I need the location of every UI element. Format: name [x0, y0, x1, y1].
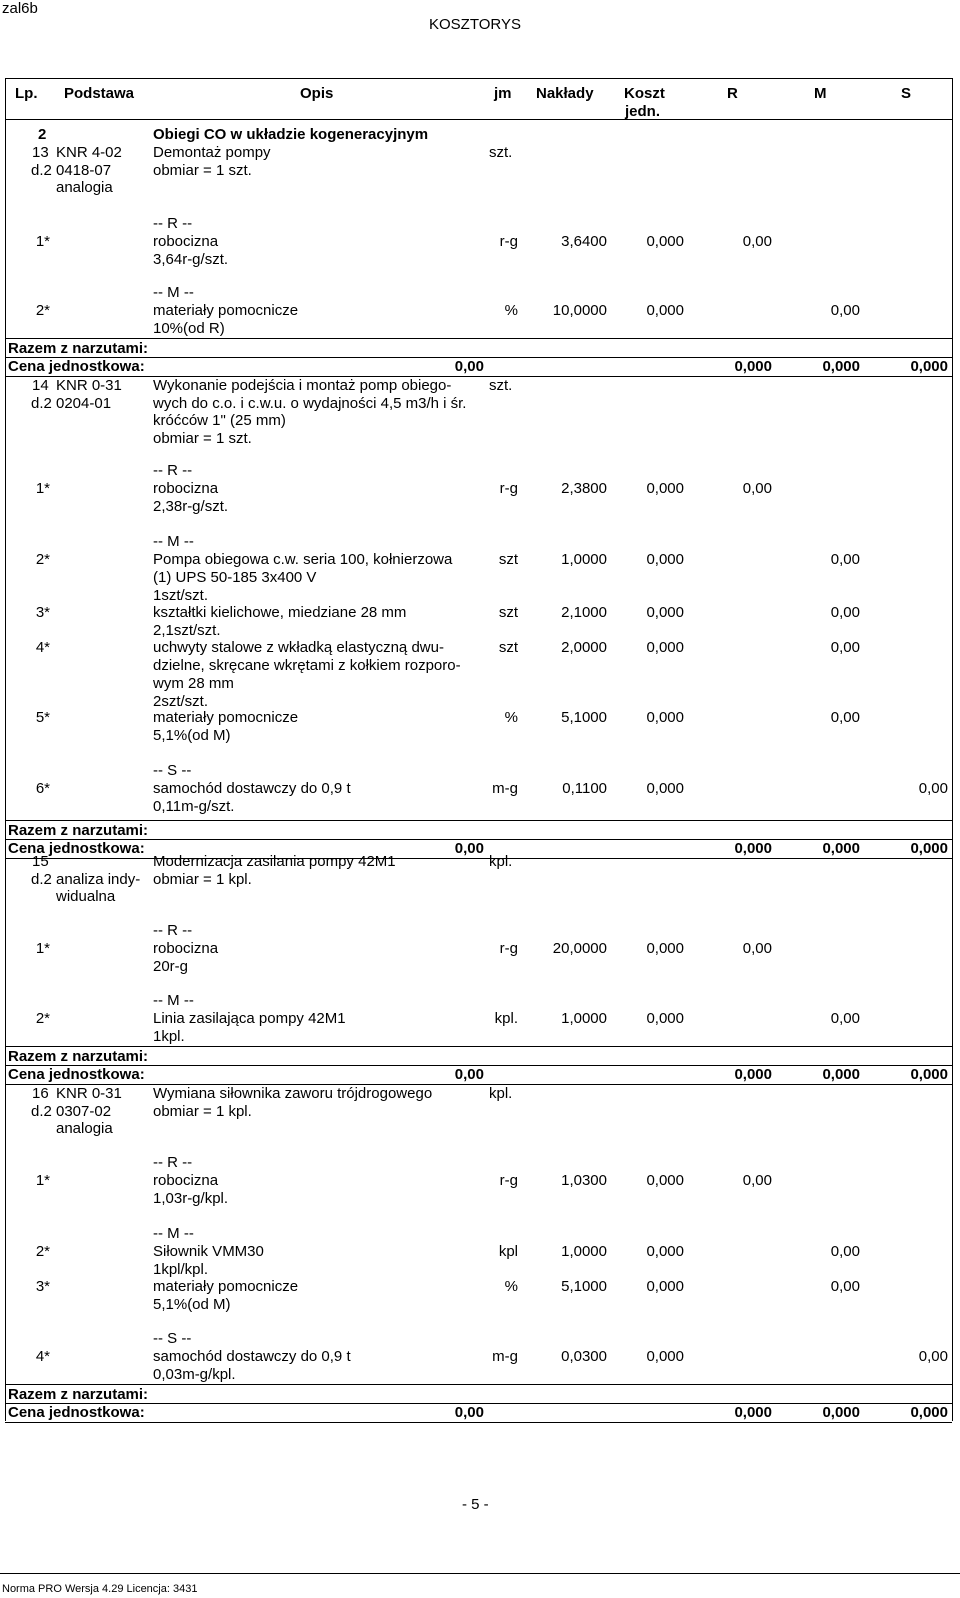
item-description: Demontaż pompy: [153, 144, 271, 161]
razem-top-rule: [5, 1384, 952, 1385]
resource-quantity: 10,0000: [552, 302, 607, 319]
resource-quantity: 0,0300: [561, 1348, 607, 1365]
resource-line: -- R --: [153, 1154, 193, 1171]
resource-line: 10%(od R): [153, 320, 225, 337]
item-description: Wykonanie podejścia i montaż pomp obiego-: [153, 377, 452, 394]
razem-top-rule: [5, 820, 952, 821]
cena-label: Cena jednostkowa:: [8, 840, 145, 857]
resource-r-value: 0,00: [742, 233, 772, 250]
resource-unit: r-g: [499, 233, 518, 250]
razem-top-rule: [5, 338, 952, 339]
resource-m-value: 0,00: [830, 709, 860, 726]
resource-line: -- S --: [153, 1330, 192, 1347]
resource-line: 0,03m-g/kpl.: [153, 1366, 236, 1383]
resource-line: samochód dostawczy do 0,9 t: [153, 780, 351, 797]
resource-line: -- M --: [153, 1225, 194, 1242]
item-description: obmiar = 1 kpl.: [153, 870, 252, 888]
resource-quantity: 2,3800: [561, 480, 607, 497]
header-bottom-border: [5, 119, 952, 120]
resource-quantity: 0,1100: [562, 780, 607, 797]
resource-line: 5,1%(od M): [153, 727, 231, 744]
section-number: 2: [38, 126, 47, 143]
resource-lp: 1*: [35, 233, 50, 250]
total-unit-price: 0,00: [454, 1404, 484, 1421]
total-r: 0,000: [734, 358, 772, 375]
resource-unit: m-g: [492, 780, 518, 797]
resource-s-value: 0,00: [918, 1348, 948, 1365]
resource-line: wym 28 mm: [153, 675, 234, 692]
resource-quantity: 5,1000: [561, 1278, 607, 1295]
resource-lp: 2*: [35, 302, 50, 319]
resource-line: 20r-g: [153, 958, 189, 975]
item-number: 13: [32, 144, 49, 161]
total-m: 0,000: [822, 840, 860, 857]
total-s: 0,000: [910, 1066, 948, 1083]
resource-line: -- M --: [153, 992, 194, 1009]
col-header-naklady: Nakłady: [536, 85, 594, 102]
item-chapter: d.2: [31, 161, 52, 179]
resource-unit: r-g: [499, 1172, 518, 1189]
resource-line: -- M --: [153, 284, 194, 301]
resource-line: 1kpl/kpl.: [153, 1261, 209, 1278]
resource-lp: 5*: [35, 709, 50, 726]
resource-line: materiały pomocnicze: [153, 709, 299, 726]
resource-lp: 3*: [35, 1278, 50, 1295]
col-header-koszt-jedn: jedn.: [625, 103, 661, 120]
item-description: obmiar = 1 szt.: [153, 161, 252, 179]
resource-lp: 2*: [35, 551, 50, 568]
resource-unit: kpl.: [494, 1010, 518, 1027]
total-m: 0,000: [822, 358, 860, 375]
resource-quantity: 20,0000: [552, 940, 607, 957]
resource-unit: m-g: [492, 1348, 518, 1365]
resource-lp: 3*: [35, 604, 50, 621]
resource-line: uchwyty stalowe z wkładką elastyczną dwu-: [153, 639, 444, 656]
resource-line: robocizna: [153, 940, 219, 957]
resource-quantity: 5,1000: [561, 709, 607, 726]
resource-line: materiały pomocnicze: [153, 302, 299, 319]
total-r: 0,000: [734, 840, 772, 857]
resource-line: 1szt/szt.: [153, 587, 209, 604]
item-basis: widualna: [56, 888, 116, 906]
cena-label: Cena jednostkowa:: [8, 1066, 145, 1083]
item-unit: kpl.: [489, 853, 513, 870]
resource-unit: szt: [498, 604, 518, 621]
col-header-s: S: [901, 85, 912, 102]
total-s: 0,000: [910, 358, 948, 375]
resource-quantity: 3,6400: [561, 233, 607, 250]
footer-license: Norma PRO Wersja 4.29 Licencja: 3431: [2, 1583, 198, 1595]
resource-line: Siłownik VMM30: [153, 1243, 264, 1260]
item-description: Modernizacja zasilania pompy 42M1: [153, 853, 396, 870]
resource-r-value: 0,00: [742, 1172, 772, 1189]
resource-unit-cost: 0,000: [646, 551, 684, 568]
item-unit: kpl.: [489, 1085, 513, 1102]
resource-unit-cost: 0,000: [646, 302, 684, 319]
item-chapter: d.2: [31, 1102, 52, 1120]
resource-line: (1) UPS 50-185 3x400 V: [153, 569, 317, 586]
item-basis: KNR 4-02: [56, 144, 122, 161]
col-header-opis: Opis: [300, 85, 334, 102]
col-header-m: M: [814, 85, 827, 102]
item-basis: KNR 0-31: [56, 1085, 122, 1102]
resource-line: kształtki kielichowe, miedziane 28 mm: [153, 604, 407, 621]
resource-line: dzielne, skręcane wkrętami z kołkiem rozporo-: [153, 657, 461, 674]
resource-m-value: 0,00: [830, 551, 860, 568]
resource-line: 1,03r-g/kpl.: [153, 1190, 229, 1207]
resource-unit-cost: 0,000: [646, 780, 684, 797]
resource-unit: szt: [498, 639, 518, 656]
razem-label: Razem z narzutami:: [8, 1048, 149, 1065]
item-description: wych do c.o. i c.w.u. o wydajności 4,5 m3/h i śr.: [153, 394, 467, 412]
page-title: KOSZTORYS: [429, 16, 521, 33]
resource-unit: szt: [498, 551, 518, 568]
item-chapter: d.2: [31, 394, 52, 412]
resource-unit: r-g: [499, 940, 518, 957]
resource-m-value: 0,00: [830, 1010, 860, 1027]
resource-quantity: 1,0300: [561, 1172, 607, 1189]
table-top-border: [5, 78, 952, 79]
resource-unit-cost: 0,000: [646, 1348, 684, 1365]
resource-line: materiały pomocnicze: [153, 1278, 299, 1295]
resource-lp: 6*: [35, 780, 50, 797]
resource-unit: %: [504, 1278, 518, 1295]
resource-unit-cost: 0,000: [646, 1010, 684, 1027]
resource-quantity: 1,0000: [561, 551, 607, 568]
page-number: - 5 -: [462, 1496, 489, 1513]
resource-lp: 4*: [35, 639, 50, 656]
item-basis: analogia: [56, 179, 113, 197]
total-s: 0,000: [910, 1404, 948, 1421]
resource-line: -- R --: [153, 462, 193, 479]
col-header-lp: Lp.: [15, 85, 38, 102]
razem-top-rule: [5, 1046, 952, 1047]
razem-label: Razem z narzutami:: [8, 822, 149, 839]
resource-line: 3,64r-g/szt.: [153, 251, 229, 268]
corner-label: zal6b: [2, 0, 38, 17]
item-basis: 0307-02: [56, 1102, 112, 1120]
resource-unit-cost: 0,000: [646, 604, 684, 621]
resource-unit-cost: 0,000: [646, 940, 684, 957]
resource-lp: 1*: [35, 1172, 50, 1189]
resource-line: 0,11m-g/szt.: [153, 798, 235, 815]
razem-label: Razem z narzutami:: [8, 340, 149, 357]
item-basis: 0204-01: [56, 394, 112, 412]
resource-line: -- R --: [153, 215, 193, 232]
item-unit: szt.: [489, 144, 513, 161]
resource-lp: 1*: [35, 940, 50, 957]
resource-unit: %: [504, 709, 518, 726]
resource-line: -- R --: [153, 922, 193, 939]
resource-line: robocizna: [153, 1172, 219, 1189]
item-bottom-rule: [5, 376, 952, 377]
item-unit: szt.: [489, 377, 513, 394]
item-description: Wymiana siłownika zaworu trójdrogowego: [153, 1085, 433, 1102]
resource-line: 1kpl.: [153, 1028, 185, 1045]
resource-unit: r-g: [499, 480, 518, 497]
total-m: 0,000: [822, 1066, 860, 1083]
resource-s-value: 0,00: [918, 780, 948, 797]
item-description: króćców 1" (25 mm): [153, 412, 286, 430]
total-s: 0,000: [910, 840, 948, 857]
resource-unit: kpl: [498, 1243, 518, 1260]
item-basis: KNR 0-31: [56, 377, 122, 394]
resource-m-value: 0,00: [830, 604, 860, 621]
resource-line: 2szt/szt.: [153, 693, 209, 710]
razem-label: Razem z narzutami:: [8, 1386, 149, 1403]
resource-m-value: 0,00: [830, 639, 860, 656]
col-header-podstawa: Podstawa: [64, 85, 135, 102]
item-bottom-rule: [5, 858, 952, 859]
cena-label: Cena jednostkowa:: [8, 1404, 145, 1421]
item-bottom-rule: [5, 1422, 952, 1423]
resource-m-value: 0,00: [830, 1278, 860, 1295]
resource-quantity: 2,0000: [561, 639, 607, 656]
table-right-border: [952, 78, 953, 1421]
item-basis: 0418-07: [56, 161, 112, 179]
resource-line: Linia zasilająca pompy 42M1: [153, 1010, 346, 1027]
total-r: 0,000: [734, 1066, 772, 1083]
item-description: obmiar = 1 kpl.: [153, 1102, 252, 1120]
resource-quantity: 2,1000: [561, 604, 607, 621]
resource-unit-cost: 0,000: [646, 1172, 684, 1189]
resource-unit-cost: 0,000: [646, 639, 684, 656]
resource-quantity: 1,0000: [561, 1010, 607, 1027]
resource-m-value: 0,00: [830, 1243, 860, 1260]
resource-unit-cost: 0,000: [646, 233, 684, 250]
item-bottom-rule: [5, 1084, 952, 1085]
resource-line: 5,1%(od M): [153, 1296, 231, 1313]
col-header-jm: jm: [494, 85, 512, 102]
item-number: 16: [32, 1085, 49, 1102]
col-header-r: R: [727, 85, 738, 102]
resource-lp: 2*: [35, 1243, 50, 1260]
resource-unit-cost: 0,000: [646, 709, 684, 726]
item-basis: analogia: [56, 1120, 113, 1138]
table-left-border: [5, 78, 6, 1421]
resource-unit-cost: 0,000: [646, 1278, 684, 1295]
resource-lp: 2*: [35, 1010, 50, 1027]
section-title: Obiegi CO w układzie kogeneracyjnym: [153, 126, 429, 143]
col-header-koszt: Koszt: [624, 85, 665, 102]
resource-line: robocizna: [153, 233, 219, 250]
item-number: 15: [32, 853, 49, 870]
resource-lp: 4*: [35, 1348, 50, 1365]
resource-quantity: 1,0000: [561, 1243, 607, 1260]
item-basis: analiza indy-: [56, 870, 141, 888]
resource-r-value: 0,00: [742, 480, 772, 497]
resource-unit-cost: 0,000: [646, 480, 684, 497]
resource-line: robocizna: [153, 480, 219, 497]
resource-r-value: 0,00: [742, 940, 772, 957]
cena-label: Cena jednostkowa:: [8, 358, 145, 375]
resource-m-value: 0,00: [830, 302, 860, 319]
resource-unit: %: [504, 302, 518, 319]
resource-line: samochód dostawczy do 0,9 t: [153, 1348, 351, 1365]
total-unit-price: 0,00: [454, 1066, 484, 1083]
resource-unit-cost: 0,000: [646, 1243, 684, 1260]
resource-lp: 1*: [35, 480, 50, 497]
resource-line: -- S --: [153, 762, 192, 779]
total-unit-price: 0,00: [454, 840, 484, 857]
item-number: 14: [32, 377, 49, 394]
resource-line: 2,1szt/szt.: [153, 622, 221, 639]
resource-line: Pompa obiegowa c.w. seria 100, kołnierzowa: [153, 551, 453, 568]
item-description: obmiar = 1 szt.: [153, 429, 252, 447]
item-chapter: d.2: [31, 870, 52, 888]
resource-line: -- M --: [153, 533, 194, 550]
total-unit-price: 0,00: [454, 358, 484, 375]
total-m: 0,000: [822, 1404, 860, 1421]
total-r: 0,000: [734, 1404, 772, 1421]
resource-line: 2,38r-g/szt.: [153, 498, 229, 515]
